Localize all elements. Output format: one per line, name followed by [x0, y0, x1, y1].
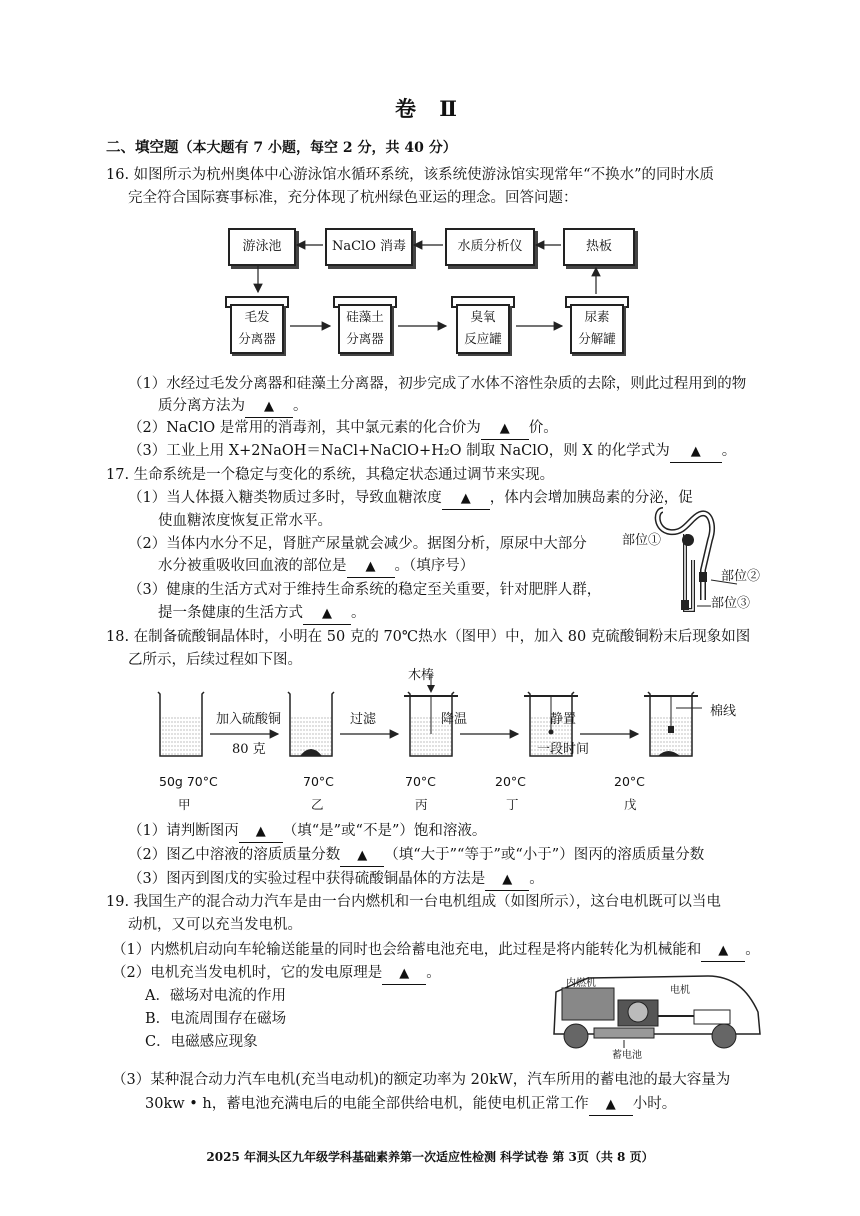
answer-blank[interactable]	[340, 845, 384, 867]
q19-number: 19.	[106, 894, 130, 910]
q19-p2-line	[112, 963, 441, 985]
answer-blank[interactable]	[239, 821, 283, 843]
q16-number: 16.	[106, 167, 130, 183]
q18-stem-line2: 乙所示，后续过程如下图。	[128, 652, 302, 668]
answer-mark: ▲	[718, 943, 729, 958]
q16-p3-text: （3）工业上用 X+2NaOH＝NaCl+NaClO+H₂O 制取 NaClO，则 X 的化学式为	[128, 443, 670, 459]
answer-mark: ▲	[690, 444, 701, 459]
label-bing-temp: 70°C	[405, 774, 436, 789]
q18-p2-line	[128, 845, 704, 867]
label-step-cool: 降温	[441, 712, 468, 727]
answer-blank[interactable]	[589, 1094, 633, 1116]
q19-option-b: B．电流周围存在磁场	[145, 1011, 287, 1027]
answer-blank[interactable]	[382, 963, 426, 985]
answer-mark: ▲	[322, 606, 332, 621]
q18-p1-text: （1）请判断图丙	[128, 823, 239, 839]
label-step-add-amount: 80 克	[232, 742, 266, 757]
q16-p2-end: 价。	[528, 420, 558, 436]
q17-p1-line2: 使血糖浓度恢复正常水平。	[158, 513, 332, 529]
q17-label-part1: 部位①	[622, 533, 662, 548]
q16-p1-line2	[158, 396, 308, 418]
q17-label-part3: 部位③	[711, 596, 751, 611]
q19-stem-line1	[106, 892, 721, 912]
label-step-stand-time: 一段时间	[537, 742, 590, 757]
q16-text1: 如图所示为杭州奥体中心游泳馆水循环系统，该系统使游泳馆实现常年“不换水”的同时水质	[133, 167, 714, 183]
label-wu-temp: 20°C	[614, 774, 645, 789]
q18-p1-line	[128, 821, 486, 843]
answer-mark: ▲	[365, 559, 376, 574]
hair-label1: 毛发	[244, 309, 270, 324]
answer-blank[interactable]	[481, 418, 529, 440]
label-ding: 丁	[506, 797, 519, 812]
q18-p2-end: （填“大于”“等于”或“小于”）图丙的溶质质量分数	[384, 847, 705, 863]
answer-blank[interactable]	[303, 603, 351, 625]
label-yi: 乙	[311, 797, 324, 812]
hotplate-box: 热板	[563, 228, 635, 266]
q17-p3-line2	[158, 603, 366, 625]
section-note: （本大题有 7 小题，每空 2 分，共 40 分）	[178, 140, 457, 156]
page-footer: 2025 年洞头区九年级学科基础素养第一次适应性检测 科学试卷 第 3页（共 8 页）	[206, 1150, 654, 1164]
collecting-duct-mark	[699, 572, 707, 582]
q19-p3-text: 30kw • h，蓄电池充满电后的电能全部供给电机，能使电机正常工作	[145, 1096, 589, 1112]
motor-box	[694, 1010, 730, 1024]
label-thread: 棉线	[710, 704, 737, 719]
diatom-label2: 分离器	[346, 331, 384, 346]
q17-p1-end: ，体内会增加胰岛素的分泌，促	[489, 490, 693, 506]
answer-blank[interactable]	[245, 396, 293, 418]
q19-text1: 我国生产的混合动力汽车是由一台内燃机和一台电机组成（如图所示），这台电机既可以当电	[133, 894, 721, 910]
nephron-diagram	[615, 500, 775, 620]
pool-box: 游泳池	[228, 228, 296, 266]
answer-mark: ▲	[255, 824, 266, 839]
answer-mark: ▲	[399, 966, 410, 981]
q18-p1-end: （填“是”或“不是”）饱和溶液。	[282, 823, 487, 839]
q18-p3-end: 。	[529, 871, 544, 887]
analyzer-box: 水质分析仪	[445, 228, 535, 266]
q19-p3-end: 小时。	[632, 1096, 677, 1112]
urea-label2: 分解罐	[578, 331, 616, 346]
q18-p3-line	[128, 869, 544, 891]
label-bing: 丙	[415, 797, 428, 812]
label-step-stand: 静置	[550, 712, 577, 727]
motor-gear	[628, 1002, 648, 1022]
q17-p2-line1: （2）当体内水分不足，肾脏产尿量就会减少。据图分析，原尿中大部分	[128, 536, 587, 552]
answer-mark: ▲	[502, 872, 513, 887]
label-step-add: 加入硫酸铜	[216, 712, 282, 727]
q16-p1-end: 。	[293, 398, 308, 414]
answer-blank[interactable]	[701, 940, 745, 962]
q19-p3-line2	[145, 1094, 676, 1116]
answer-blank[interactable]	[347, 556, 395, 578]
q17-p2-line2	[158, 556, 474, 578]
label-battery: 蓄电池	[612, 1050, 642, 1061]
q19-p1-text: （1）内燃机启动向车轮输送能量的同时也会给蓄电池充电，此过程是将内能转化为机械能和	[112, 942, 702, 958]
ozone-label1: 臭氧	[470, 309, 496, 324]
q17-label-part2: 部位②	[721, 569, 761, 584]
label-ding-temp: 20°C	[495, 774, 526, 789]
hair-label2: 分离器	[238, 331, 276, 346]
q19-p3-line1: （3）某种混合动力汽车电机(充当电动机)的额定功率为 20kW，汽车所用的蓄电池的最大容量为	[112, 1072, 731, 1088]
q17-p1-text: （1）当人体摄入糖类物质过多时，导致血糖浓度	[128, 490, 442, 506]
q16-p1-line1: （1）水经过毛发分离器和硅藻土分离器，初步完成了水体不溶性杂质的去除，则此过程用到的物	[128, 376, 747, 392]
label-motor: 电机	[670, 985, 690, 996]
label-stick: 木棒	[408, 668, 435, 683]
q18-stem-line1	[106, 627, 750, 647]
q17-p2-text: 水分被重吸收回血液的部位是	[158, 558, 347, 574]
q17-text: 生命系统是一个稳定与变化的系统，其稳定状态通过调节来实现。	[133, 467, 555, 483]
urea-label1: 尿素	[584, 309, 610, 324]
beaker-jia	[158, 692, 204, 756]
answer-mark: ▲	[605, 1097, 616, 1112]
q19-stem-line2: 动机，又可以充当发电机。	[128, 917, 302, 933]
q19-p2-end: 。	[426, 965, 441, 981]
label-step-filter: 过滤	[350, 712, 377, 727]
answer-blank[interactable]	[442, 488, 490, 510]
battery-pack	[594, 1028, 654, 1038]
q16-p3-line	[128, 441, 736, 463]
answer-mark: ▲	[357, 848, 368, 863]
glomerulus	[682, 534, 694, 546]
q17-p2-end: 。（填序号）	[394, 558, 475, 574]
label-jia: 甲	[178, 797, 191, 812]
q17-p3-line1: （3）健康的生活方式对于维持生命系统的稳定至关重要，针对肥胖人群，	[128, 582, 602, 598]
answer-blank[interactable]	[670, 441, 722, 463]
q18-number: 18.	[106, 629, 130, 645]
q18-text1: 在制备硫酸铜晶体时，小明在 50 克的 70℃热水（图甲）中，加入 80 克硫酸铜粉末后现象如图	[133, 629, 751, 645]
label-engine: 内燃机	[566, 978, 596, 989]
q19-p1-line	[112, 940, 760, 962]
q17-p3-text: 提一条健康的生活方式	[158, 605, 303, 621]
q17-p3-end: 。	[351, 605, 366, 621]
answer-mark: ▲	[499, 421, 510, 436]
rear-wheel	[712, 1024, 736, 1048]
q17-p1-line1	[128, 488, 693, 510]
q16-stem-line2: 完全符合国际赛事标准，充分体现了杭州绿色亚运的理念。回答问题：	[128, 190, 578, 206]
answer-blank[interactable]	[485, 869, 529, 891]
q16-p3-end: 。	[721, 443, 737, 459]
beaker-wu	[644, 692, 702, 756]
loop-mark	[681, 600, 689, 610]
diatom-label1: 硅藻土	[346, 309, 384, 324]
ozone-label2: 反应罐	[464, 331, 502, 346]
answer-mark: ▲	[264, 399, 274, 414]
front-wheel	[564, 1024, 588, 1048]
paper-title: 卷 Ⅱ	[394, 96, 465, 121]
q17-number: 17.	[106, 467, 130, 483]
q19-option-a: A．磁场对电流的作用	[145, 988, 286, 1004]
beaker-yi	[288, 692, 334, 756]
naclo-box: NaClO 消毒	[325, 228, 413, 266]
q18-p3-text: （3）图丙到图戊的实验过程中获得硫酸铜晶体的方法是	[128, 871, 486, 887]
q18-p2-text: （2）图乙中溶液的溶质质量分数	[128, 847, 341, 863]
q16-p2-line	[128, 418, 558, 440]
q19-p1-end: 。	[745, 942, 760, 958]
label-jia-temp: 50g 70°C	[159, 774, 218, 789]
q16-flow-arrows	[0, 0, 860, 400]
label-yi-temp: 70°C	[303, 774, 334, 789]
q16-p1-text: 质分离方法为	[158, 398, 245, 414]
label-wu: 戊	[624, 797, 637, 812]
q17-stem	[106, 465, 554, 485]
answer-mark: ▲	[460, 491, 471, 506]
q16-p2-text: （2）NaClO 是常用的消毒剂，其中氯元素的化合价为	[128, 420, 481, 436]
q19-p2-text: （2）电机充当发电机时，它的发电原理是	[112, 965, 383, 981]
q19-option-c: C．电磁感应现象	[145, 1034, 258, 1050]
section-heading-text: 二、填空题	[106, 139, 179, 156]
